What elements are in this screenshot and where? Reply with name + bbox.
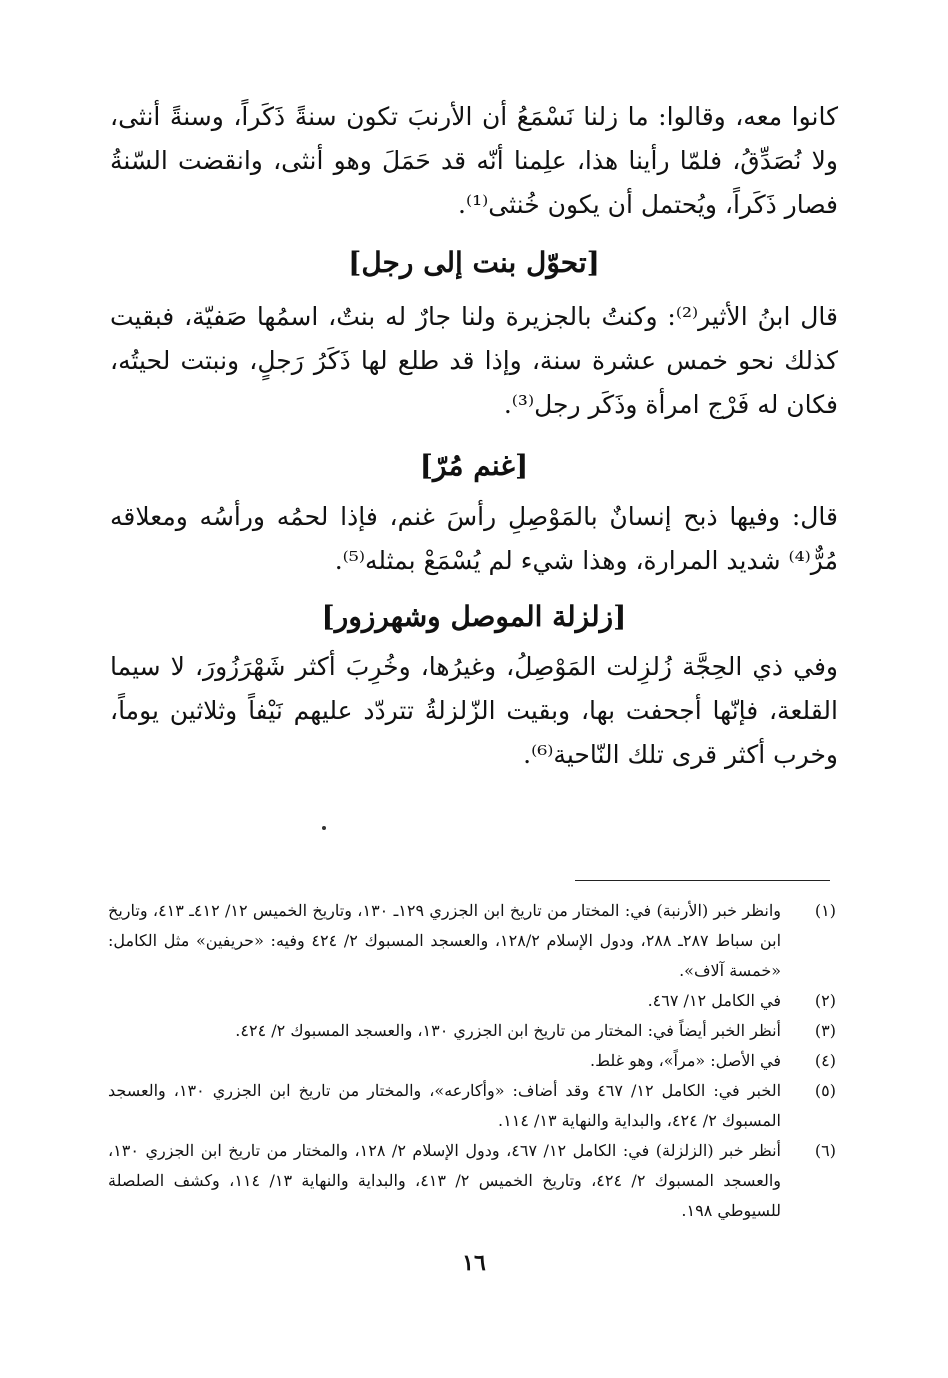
- footnote-text: أنظر الخبر أيضاً في: المختار من تاريخ ابن الجزري ١٣٠، والعسجد المسبوك ٢/ ٤٢٤.: [235, 1021, 781, 1040]
- stray-mark: [322, 826, 326, 830]
- paragraph-girl-to-man: قال ابنُ الأثير⁽²⁾: وكنتُ بالجزيرة ولنا جارٌ له بنتٌ، اسمُها صَفيّة، فبقيت كذلك نحو خمس عشرة سنة، وإذا قد طلع لها ذَكَرُ رَجلٍ، ونبتت لحيتُه، فكان له فَرْج امرأة وذَكَر رجل⁽³⁾.: [110, 302, 838, 419]
- footnote-number: (٦): [814, 1141, 836, 1160]
- footnote-text: أنظر خبر (الزلزلة) في: الكامل ١٢/ ٤٦٧، ودول الإسلام ٢/ ١٢٨، والمختار من تاريخ ابن الجزري ١٣٠، والعسجد المسبوك ٢/ ٤٢٤، وتاريخ الخميس ٢/ ٤١٣، والبداية والنهاية ١٣/ ١١٤، وكشف الصلصلة للسيوطي ١٩٨.: [108, 1141, 782, 1220]
- footnote-text: في الأصل: «مراً»، وهو غلط.: [590, 1051, 781, 1070]
- paragraph-hare: كانوا معه، وقالوا: ما زلنا نَسْمَعُ أن الأرنبَ تكون سنةً ذَكَراً، وسنةً أنثى، ولا نُصَدِّقُ، فلمّا رأينا هذا، علِمنا أنّه قد حَمَلَ وهو أنثى، وانقضت السّنةُ فصار ذَكَراً، ويُحتمل أن يكون خُنثى⁽¹⁾.: [110, 102, 838, 219]
- heading-girl-to-man: [تحوّل بنت إلى رجل]: [348, 246, 600, 279]
- footnote-3: [108, 1016, 836, 1046]
- heading-mosul-earthquake: [زلزلة الموصل وشهرزور]: [321, 600, 627, 633]
- heading-bitter-sheep: [غنم مُرّ]: [419, 449, 529, 482]
- footnote-number: (٣): [814, 1021, 836, 1040]
- paragraph-bitter-sheep: قال: وفيها ذبح إنسانٌ بالمَوْصِلِ رأسَ غنم، فإذا لحمُه ورأسُه ومعلاقه مُرٌّ⁽⁴⁾ شديد المرارة، وهذا شيء لم يُسْمَعْ بمثله⁽⁵⁾.: [110, 502, 838, 575]
- footnote-1: [108, 896, 836, 986]
- footnote-6: [108, 1136, 836, 1226]
- footnote-number: (٥): [814, 1081, 836, 1100]
- footnote-5: [108, 1076, 836, 1136]
- footnotes-section: [108, 896, 836, 1226]
- footnote-number: (٤): [814, 1051, 836, 1070]
- footnote-text: الخبر في: الكامل ١٢/ ٤٦٧ وقد أضاف: «وأكارعه»، والمختار من تاريخ ابن الجزري ١٣٠، والعسجد المسبوك ٢/ ٤٢٤، والبداية والنهاية ١٣/ ١١٤.: [108, 1081, 782, 1130]
- footnote-divider: [575, 880, 830, 881]
- footnote-number: (١): [814, 901, 836, 920]
- footnote-text: وانظر خبر (الأرنبة) في: المختار من تاريخ ابن الجزري ١٢٩ـ ١٣٠، وتاريخ الخميس ١٢/ ٤١٢ـ ٤١٣، وتاريخ ابن سباط ٢٨٧ـ ٢٨٨، ودول الإسلام ١٢٨/٢، والعسجد المسبوك ٢/ ٤٢٤ وفيه: «حريفين» مثل الكامل: «خمسة آلاف».: [108, 901, 782, 980]
- page-number: ١٦: [462, 1250, 486, 1276]
- footnote-4: [108, 1046, 836, 1076]
- footnote-number: (٢): [814, 991, 836, 1010]
- footnote-2: [108, 986, 836, 1016]
- footnote-text: في الكامل ١٢/ ٤٦٧.: [647, 991, 781, 1010]
- paragraph-mosul-earthquake: وفي ذي الحِجَّة زُلزِلت المَوْصِلُ، وغيرُها، وخُرِبَ أكثر شَهْرَزُورَ، لا سيما القلعة، فإنّها أجحفت بها، وبقيت الزّلزلةُ تتردّد عليهم نَيْفاً وثلاثين يوماً، وخرب أكثر قرى تلك النّاحية⁽⁶⁾.: [110, 652, 838, 769]
